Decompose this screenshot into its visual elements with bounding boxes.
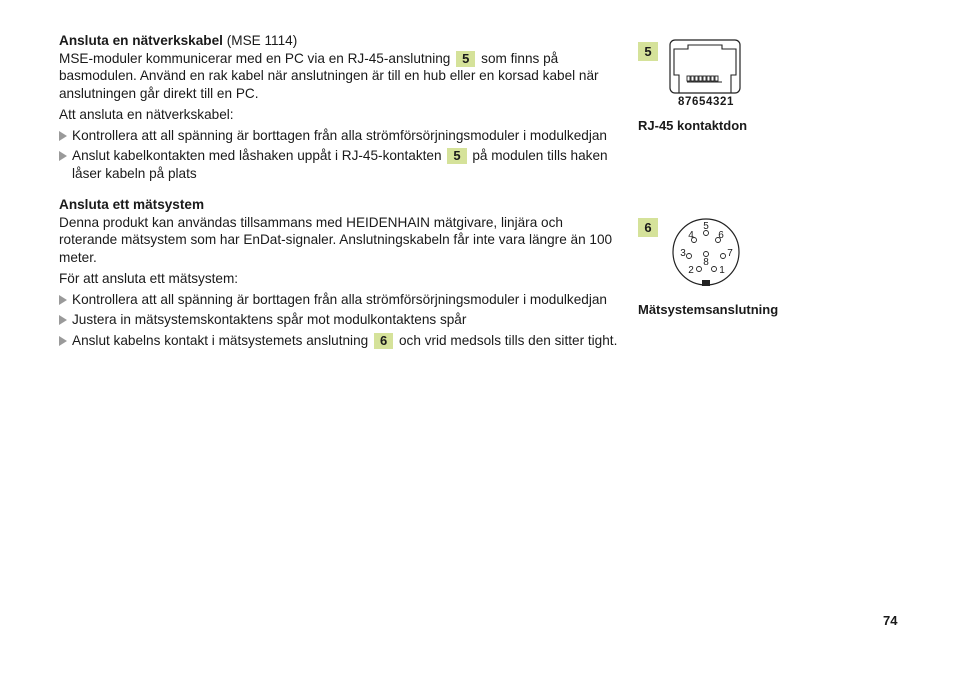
pin-label-2: 2 (688, 265, 694, 276)
pin-label-5: 5 (703, 221, 709, 232)
pin-label-1: 1 (719, 265, 725, 276)
encoder-step-3 (59, 332, 619, 350)
pin-label-4: 4 (688, 230, 694, 241)
section-encoder-heading: Ansluta ett mätsystem (59, 197, 205, 212)
rj45-connector-icon (666, 37, 748, 111)
figure-5-badge: 5 (638, 42, 658, 61)
pin-label-6: 6 (718, 230, 724, 241)
bullet-triangle-icon (59, 295, 67, 305)
network-step-2-text-a: Anslut kabelkontakten med låshaken uppåt i RJ-45-kontakten (72, 148, 442, 163)
network-heading-model: (MSE 1114) (222, 33, 298, 48)
encoder-intro: För att ansluta ett mätsystem: (59, 271, 239, 286)
pin-label-7: 7 (727, 248, 733, 259)
encoder-step-1 (59, 291, 619, 309)
encoder-paragraph: Denna produkt kan användas tillsammans med HEIDENHAIN mätgivare, linjära och roterande mätsystem som har EnDat-signaler. Anslutningskabeln får inte vara längre än 100 meter. (59, 214, 613, 265)
network-step-1 (59, 127, 619, 145)
pin-label-3: 3 (680, 248, 686, 259)
encoder-step-2 (59, 311, 619, 329)
pin-label-8: 8 (703, 257, 709, 268)
network-step-2 (59, 147, 619, 182)
bullet-triangle-icon (59, 315, 67, 325)
rj45-pin-labels: 87654321 (678, 96, 734, 108)
encoder-step-1-text: Kontrollera att all spänning är borttagen från alla strömförsörjningsmoduler i modulkedjan (72, 291, 607, 307)
encoder-step-2-text: Justera in mätsystemskontaktens spår mot modulkontaktens spår (72, 312, 467, 327)
figure-ref-badge: 6 (374, 333, 393, 349)
encoder-connector-icon (668, 214, 744, 290)
bullet-triangle-icon (59, 151, 67, 161)
network-step-2-text-b: på modulen tills haken låser kabeln på plats (72, 148, 608, 181)
figure-ref-badge: 5 (456, 51, 475, 67)
network-paragraph-text-b: som finns på basmodulen. Använd en rak kabel när anslutningen är till en hub eller en korsad kabel när anslutningen går direkt till en PC. (59, 50, 599, 101)
encoder-step-3-text-b: och vrid medsols tills den sitter tight. (399, 332, 618, 348)
encoder-step-3-text-a: Anslut kabelns kontakt i mätsystemets anslutning (72, 332, 369, 348)
network-paragraph-text-a: MSE-moduler kommunicerar med en PC via en RJ-45-anslutning (59, 50, 451, 66)
page-number: 74 (883, 613, 898, 628)
network-step-1-text: Kontrollera att all spänning är borttagen från alla strömförsörjningsmoduler i modulkedjan (72, 127, 607, 143)
figure-5-caption: RJ-45 kontaktdon (638, 118, 748, 133)
network-intro: Att ansluta en nätverkskabel: (59, 107, 234, 122)
figure-ref-badge: 5 (447, 148, 466, 164)
bullet-triangle-icon (59, 336, 67, 346)
network-heading-bold: Ansluta en nätverkskabel (59, 33, 223, 48)
text-column (59, 32, 619, 349)
figure-6-badge: 6 (638, 218, 658, 237)
network-paragraph (59, 50, 619, 103)
bullet-triangle-icon (59, 131, 67, 141)
section-network-heading (59, 32, 619, 50)
figure-6-caption: Mätsystemsanslutning (638, 302, 779, 317)
